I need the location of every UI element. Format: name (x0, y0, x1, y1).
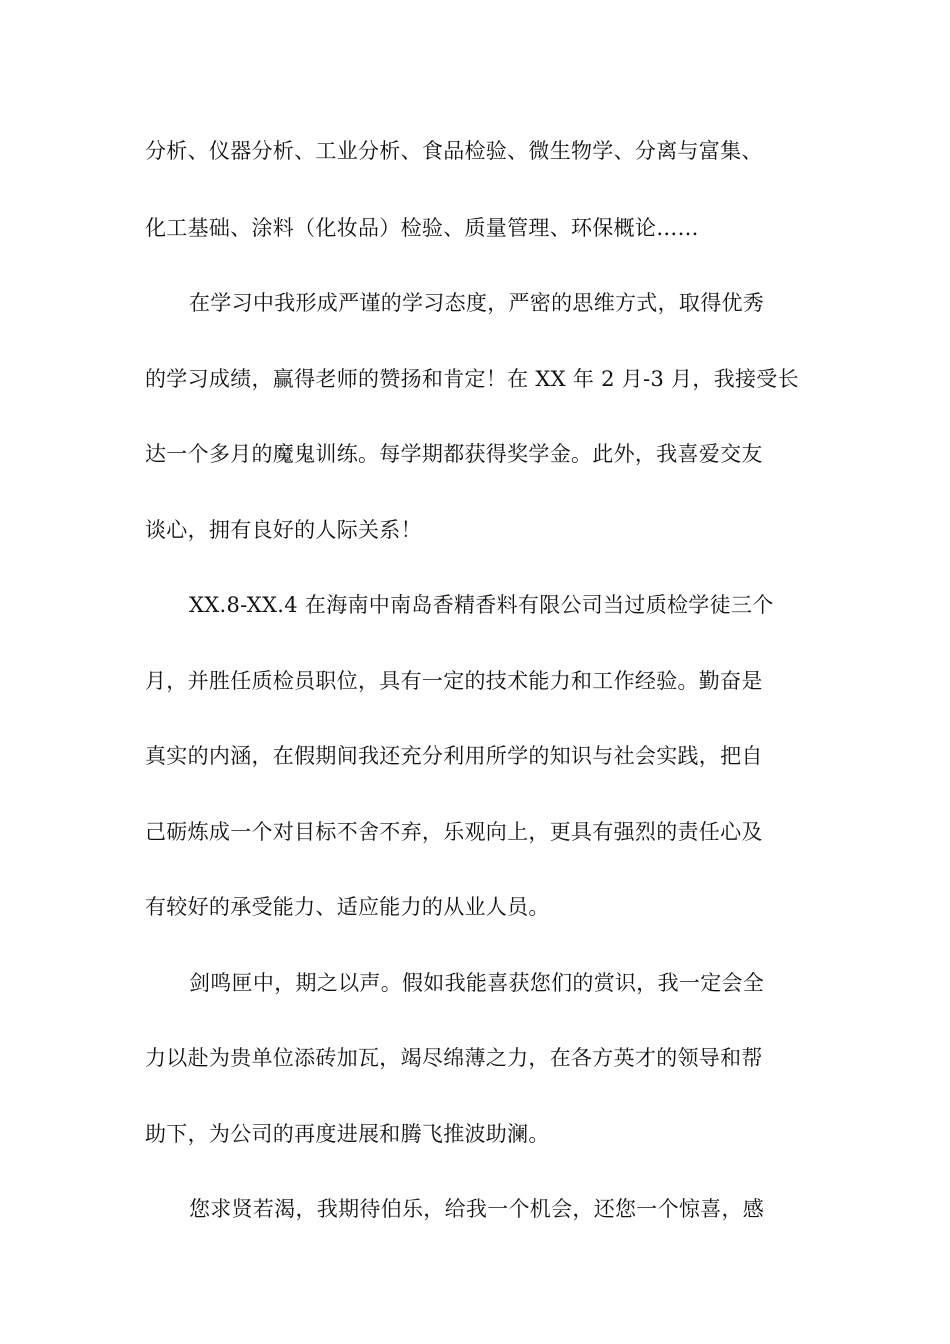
text-line: 分析、仪器分析、工业分析、食品检验、微生物学、分离与富集、 (145, 139, 763, 163)
paragraph-start-line: XX.8-XX.4 在海南中南岛香精香料有限公司当过质检学徒三个 (189, 593, 774, 617)
text-line: 谈心，拥有良好的人际关系！ (145, 518, 422, 542)
text-line: 达一个多月的魔鬼训练。每学期都获得奖学金。此外，我喜爱交友 (145, 442, 763, 466)
text-line: 化工基础、涂料（化妆品）检验、质量管理、环保概论…… (145, 216, 699, 240)
paragraph-start-line: 您求贤若渴，我期待伯乐，给我一个机会，还您一个惊喜，感 (189, 1197, 765, 1221)
text-line: 真实的内涵，在假期间我还充分利用所学的知识与社会实践，把自 (145, 744, 763, 768)
text-line: 助下，为公司的再度进展和腾飞推波助澜。 (145, 1122, 550, 1146)
text-line: 月，并胜任质检员职位，具有一定的技术能力和工作经验。勤奋是 (145, 669, 763, 693)
text-line: 己砺炼成一个对目标不舍不弃，乐观向上，更具有强烈的责任心及 (145, 820, 763, 844)
text-line: 有较好的承受能力、适应能力的从业人员。 (145, 895, 550, 919)
paragraph-start-line: 在学习中我形成严谨的学习态度，严密的思维方式，取得优秀 (189, 291, 765, 315)
text-line: 的学习成绩，赢得老师的赞扬和肯定！在 XX 年 2 月-3 月，我接受长 (145, 367, 799, 391)
paragraph-start-line: 剑鸣匣中，期之以声。假如我能喜获您们的赏识，我一定会全 (189, 971, 765, 995)
text-line: 力以赴为贵单位添砖加瓦，竭尽绵薄之力，在各方英才的领导和帮 (145, 1046, 763, 1070)
